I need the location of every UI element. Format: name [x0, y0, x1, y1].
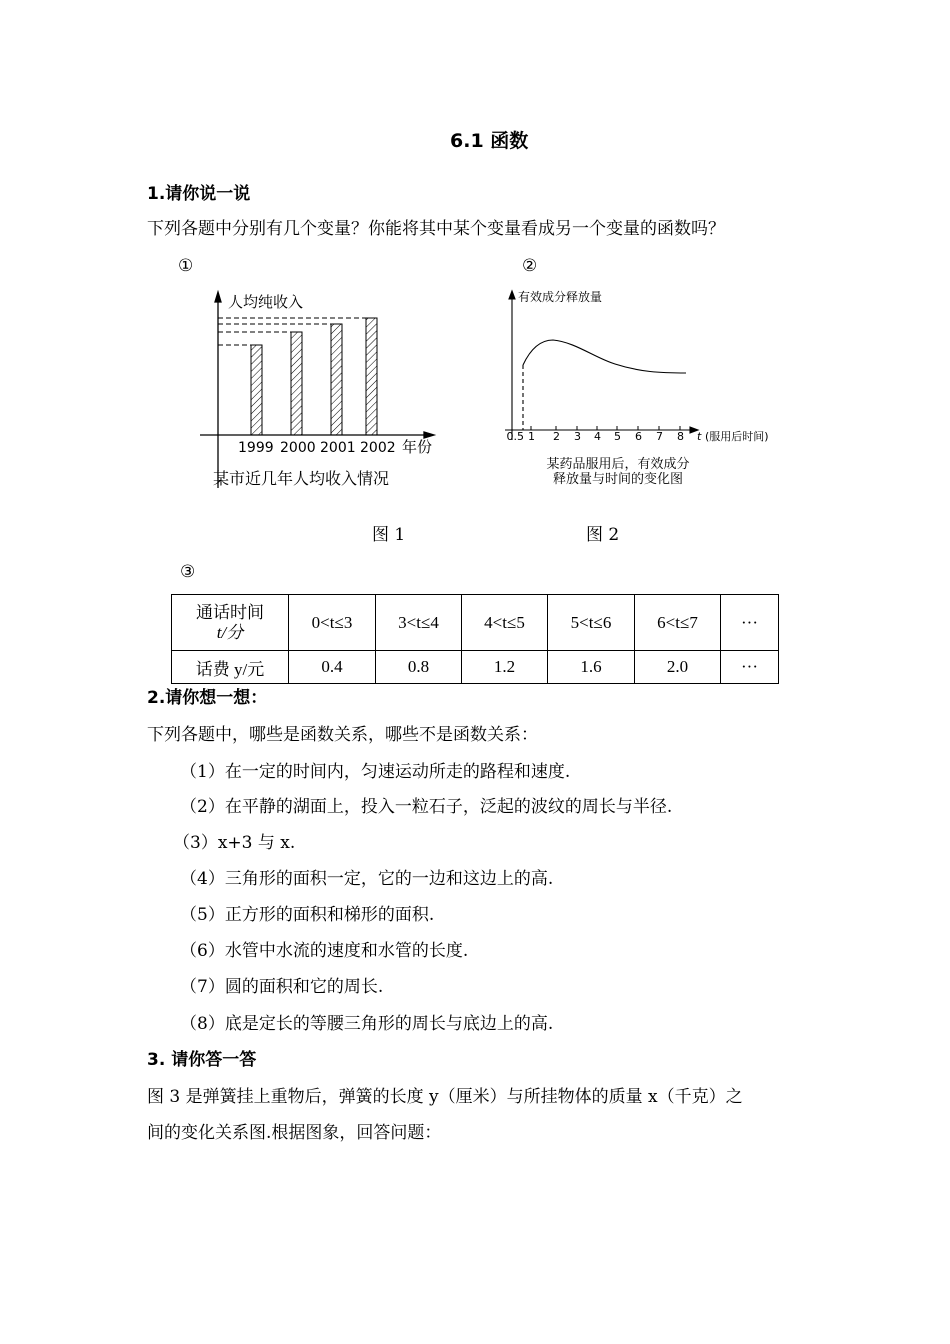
marker-1: ① [178, 256, 194, 276]
figure-2-line-chart [0, 0, 950, 520]
table-header-cell: 话费 y/元 [172, 651, 289, 684]
fig1-year: 2000 [280, 440, 316, 456]
list-item: （5）正方形的面积和梯形的面积. [180, 905, 435, 925]
fig2-caption-1: 某药品服用后，有效成分 [546, 457, 690, 472]
table-cell: 3<t≤4 [376, 595, 462, 651]
tick-label: 5 [614, 430, 621, 443]
section-3-heading: 3. 请你答一答 [147, 1050, 257, 1070]
tick-label: 4 [594, 430, 601, 443]
section-2-prompt: 下列各题中，哪些是函数关系，哪些不是函数关系： [147, 725, 538, 745]
tick-label: 6 [635, 430, 642, 443]
table-cell: 1.2 [462, 651, 548, 684]
fig2-xvar: t [697, 430, 702, 443]
release-curve [523, 340, 686, 373]
list-item: （6）水管中水流的速度和水管的长度. [180, 941, 469, 961]
table-cell: ··· [721, 595, 779, 651]
table-cell: 1.6 [548, 651, 635, 684]
fig1-year: 1999 [238, 440, 274, 456]
table-cell: 2.0 [635, 651, 721, 684]
list-item: （1）在一定的时间内，匀速运动所走的路程和速度. [180, 762, 571, 782]
list-item: （7）圆的面积和它的周长. [180, 977, 384, 997]
section-1-prompt: 下列各题中分别有几个变量？你能将其中某个变量看成另一个变量的函数吗？ [147, 219, 725, 239]
list-item: （2）在平静的湖面上，投入一粒石子，泛起的波纹的周长与半径. [180, 797, 673, 817]
marker-3: ③ [180, 562, 196, 582]
list-item: （3）x+3 与 x. [173, 833, 296, 853]
fig1-year: 2001 [320, 440, 356, 456]
figure-2-label: 图 2 [586, 525, 620, 545]
figure-1-label: 图 1 [372, 525, 406, 545]
section-3-line-1: 图 3 是弹簧挂上重物后，弹簧的长度 y（厘米）与所挂物体的质量 x（千克）之 [147, 1087, 743, 1107]
table-cell: ··· [721, 651, 779, 684]
fig1-ylabel: 人均纯收入 [228, 293, 304, 311]
y-axis-arrow [509, 291, 515, 299]
section-1-heading: 1.请你说一说 [147, 184, 251, 204]
call-fee-table [171, 594, 779, 684]
fig1-caption: 某市近几年人均收入情况 [213, 469, 390, 488]
tick-label: 2 [553, 430, 560, 443]
table-row [172, 651, 779, 684]
table-cell: 6<t≤7 [635, 595, 721, 651]
table-header-cell: 通话时间 t/分 [172, 595, 289, 651]
section-2-heading: 2.请你想一想： [147, 688, 268, 708]
section-3-line-2: 间的变化关系图.根据图象，回答问题： [147, 1123, 442, 1143]
fig2-ylabel: 有效成分释放量 [518, 290, 603, 304]
list-item: （8）底是定长的等腰三角形的周长与底边上的高. [180, 1014, 554, 1034]
tick-label: 3 [574, 430, 581, 443]
marker-2: ② [522, 256, 538, 276]
tick-label: 1 [528, 430, 535, 443]
table-cell: 0.4 [289, 651, 376, 684]
page-title: 6.1 函数 [450, 130, 529, 152]
fig1-xlabel: 年份 [402, 438, 433, 456]
tick-label: 8 [677, 430, 684, 443]
tick-label: 7 [656, 430, 663, 443]
table-cell: 5<t≤6 [548, 595, 635, 651]
fig2-xlabel: (服用后时间) [705, 430, 769, 443]
tick-label: 0.5 [506, 430, 524, 443]
list-item: （4）三角形的面积一定，它的一边和这边上的高. [180, 869, 554, 889]
fig1-year: 2002 [360, 440, 396, 456]
table-cell: 4<t≤5 [462, 595, 548, 651]
table-row [172, 595, 779, 651]
table-cell: 0<t≤3 [289, 595, 376, 651]
table-cell: 0.8 [376, 651, 462, 684]
fig2-caption-2: 释放量与时间的变化图 [552, 472, 684, 487]
